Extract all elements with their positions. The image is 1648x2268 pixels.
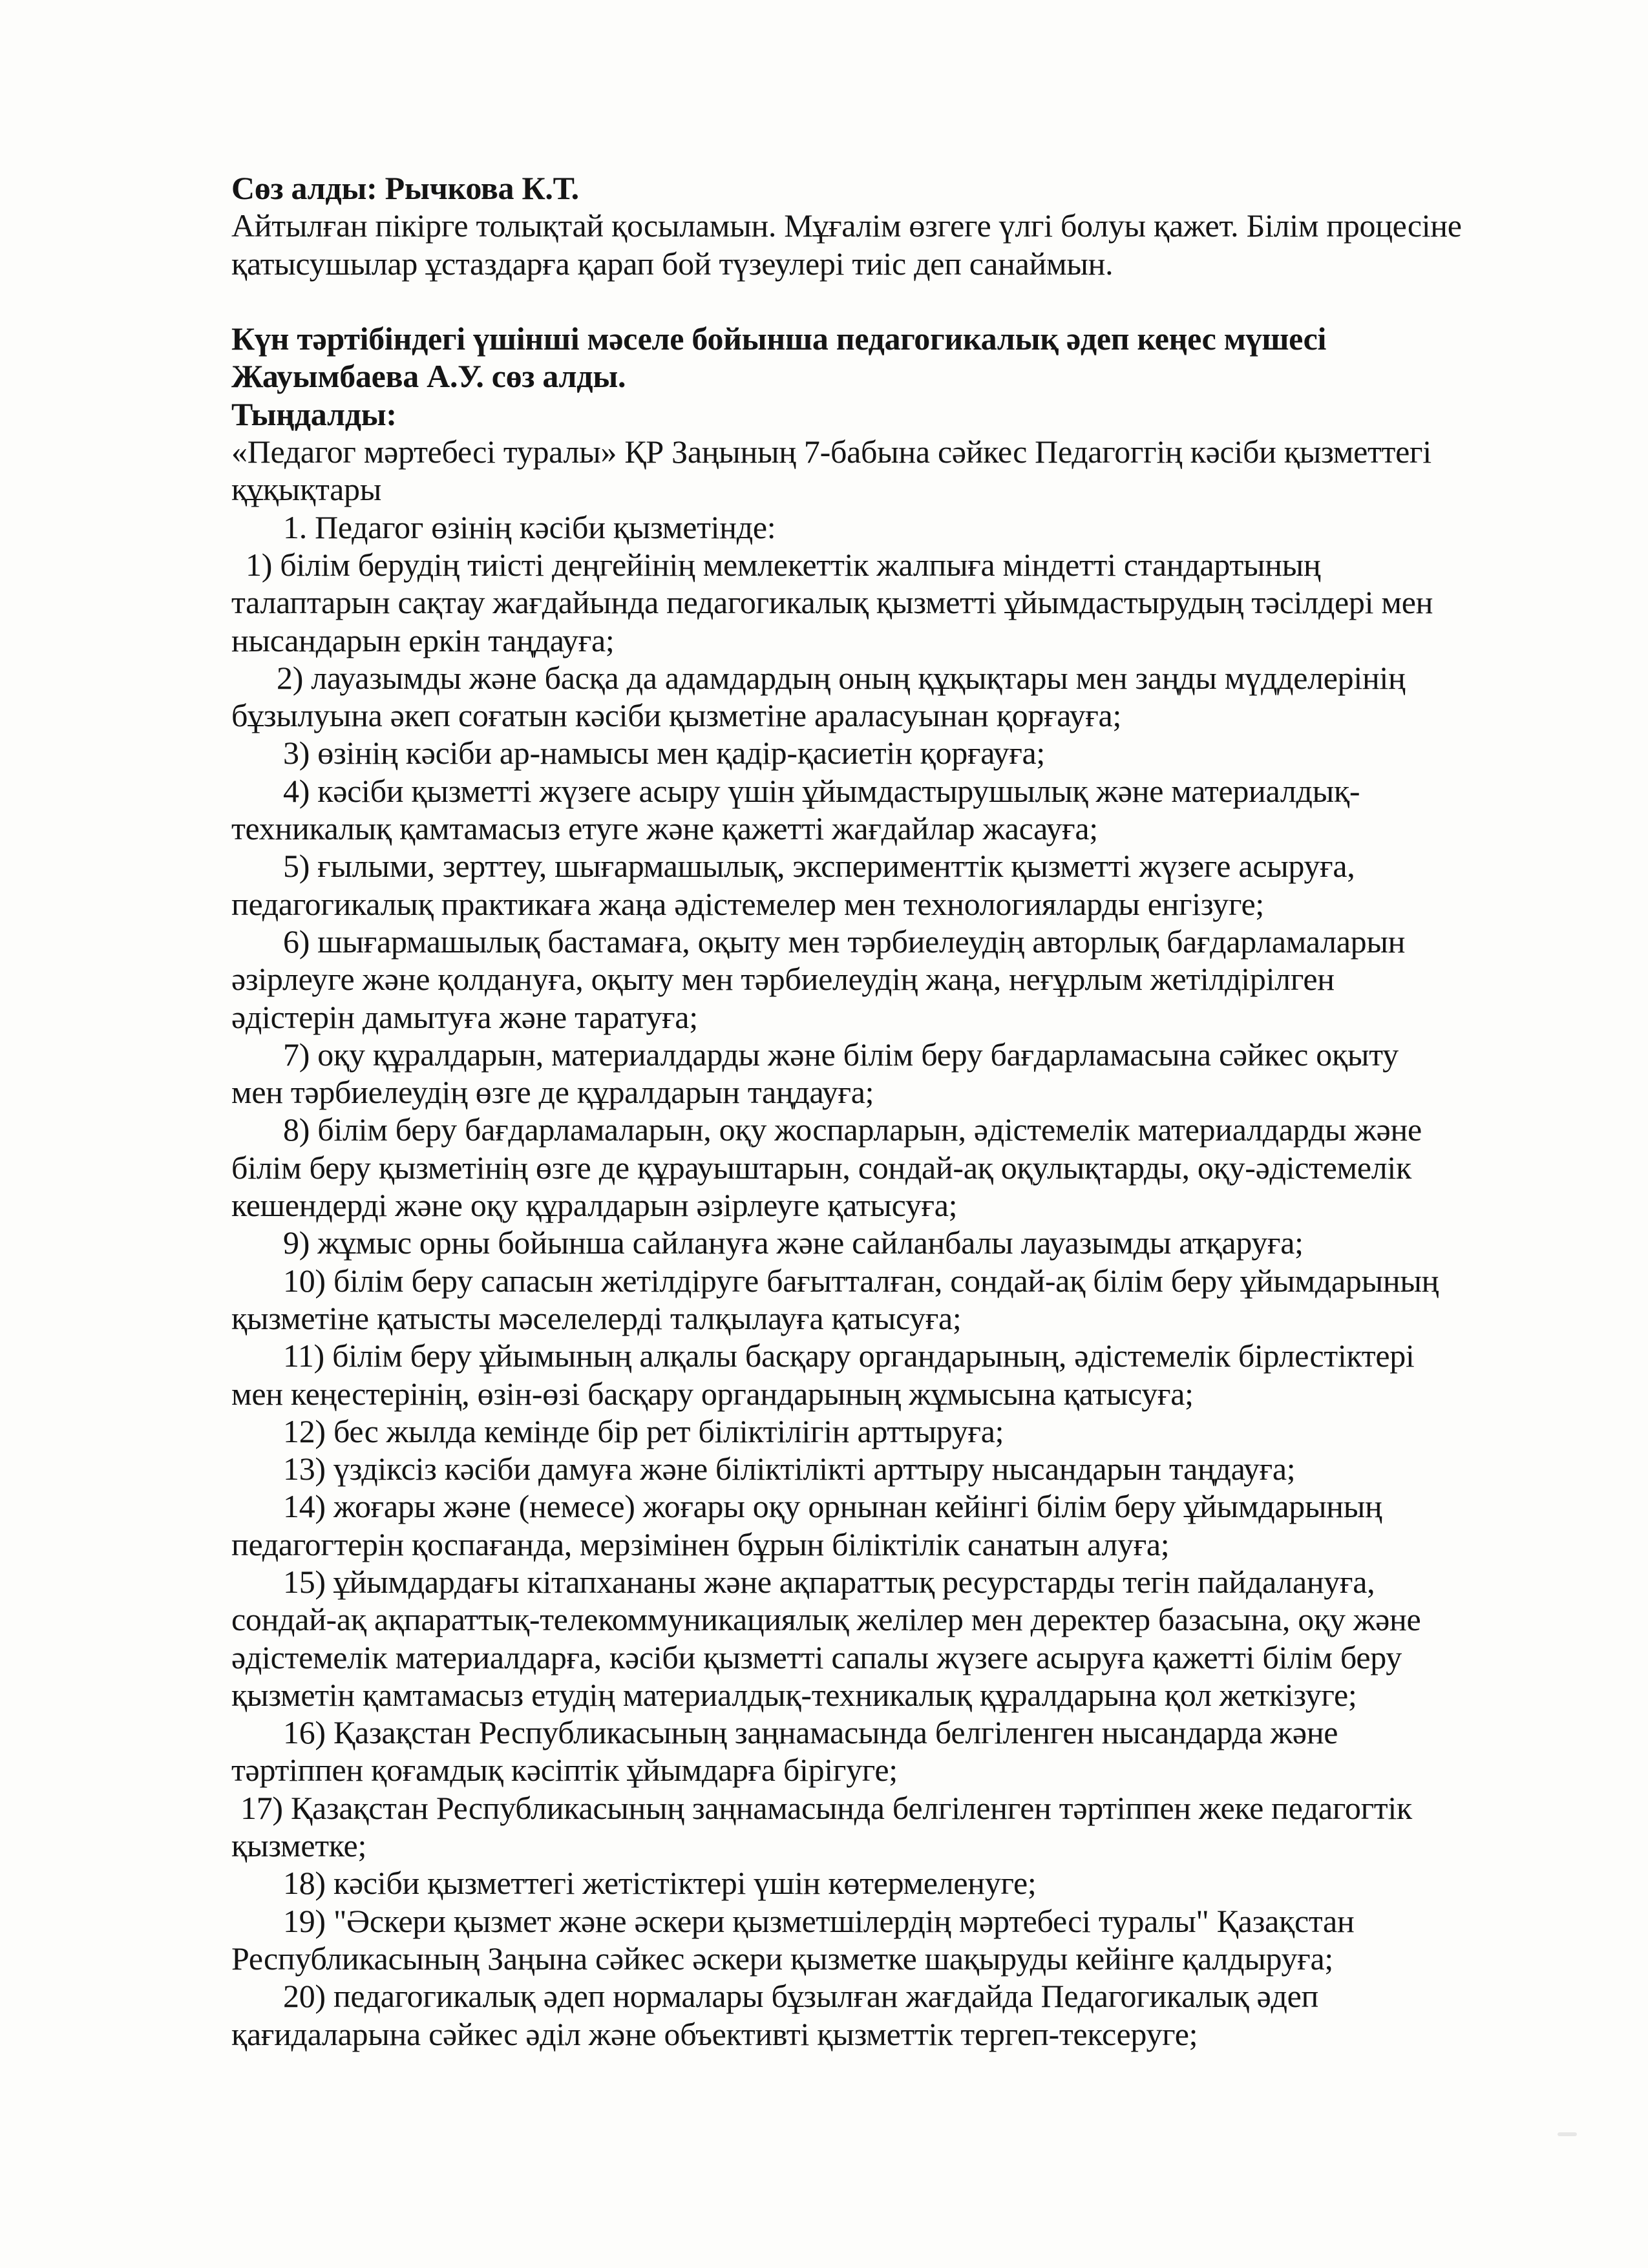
rights-list-line: қағидаларына сәйкес әділ және объективті қызметтік тергеп-тексеруге; xyxy=(231,2015,1198,2052)
rights-list-item xyxy=(231,1902,1524,1978)
rights-list-line: сондай-ақ ақпараттық-телекоммуникациялық желілер мен деректер базасына, оқу және xyxy=(231,1601,1421,1638)
clause-heading: 1. Педагог өзінің кәсіби қызметінде: xyxy=(283,509,776,545)
rights-list-line: 4) кәсіби қызметті жүзеге асыру үшін ұйымдастырушылық және материалдық- xyxy=(283,772,1360,809)
rights-list-line: мен кеңестерінің, өзін-өзі басқару органдарының жұмысына қатысуға; xyxy=(231,1375,1194,1412)
rights-list-item xyxy=(231,546,1524,659)
blank-line xyxy=(231,282,1524,320)
rights-list-line: 5) ғылыми, зерттеу, шығармашылық, эксперименттік қызметті жүзеге асыруға, xyxy=(283,848,1355,885)
rights-list-line: қызметін қамтамасыз етудің материалдық-техникалық құралдарына қол жеткізуге; xyxy=(231,1676,1357,1713)
rights-list-item xyxy=(231,1412,1524,1450)
rights-list-item xyxy=(231,1977,1524,2053)
agenda-heading-line: Күн тәртібіндегі үшінші мәселе бойынша педагогикалық әдеп кеңес мүшесі xyxy=(231,320,1327,357)
rights-list xyxy=(231,546,1524,2053)
rights-list-line: 1) білім берудің тиісті деңгейінің мемлекеттік жалпыға міндетті стандартының xyxy=(246,546,1321,583)
rights-list-line: педагогикалық практикаға жаңа әдістемелер мен технологияларды енгізуге; xyxy=(231,885,1264,922)
rights-list-item xyxy=(231,1864,1524,1902)
rights-list-item xyxy=(231,1789,1524,1865)
heard-label: Тыңдалды: xyxy=(231,395,397,432)
agenda-heading-line: Жауымбаева А.У. сөз алды. xyxy=(231,358,626,395)
rights-list-line: білім беру қызметінің өзге де құрауыштарын, сондай-ақ оқулықтарды, оқу-әдістемелік xyxy=(231,1149,1412,1186)
rights-list-line: тәртіппен қоғамдық кәсіптік ұйымдарға бірігуге; xyxy=(231,1752,898,1789)
rights-list-line: әдістемелік материалдарға, кәсіби қызметті сапалы жүзеге асыруға қажетті білім беру xyxy=(231,1639,1402,1675)
rights-list-line: 17) Қазақстан Республикасының заңнамасында белгіленген тәртіппен жеке педагогтік xyxy=(240,1789,1412,1826)
rights-list-line: Республикасының Заңына сәйкес әскери қызметке шақыруды кейінге қалдыруға; xyxy=(231,1940,1333,1977)
scan-mark xyxy=(1558,2132,1577,2136)
rights-list-line: қызметіне қатысты мәселелерді талқылауға қатысуға; xyxy=(231,1299,962,1336)
document-page xyxy=(231,169,1524,2053)
intro-line: «Педагог мәртебесі туралы» ҚР Заңының 7-бабына сәйкес Педагоггің кәсіби қызметтегі xyxy=(231,434,1431,470)
rights-list-item xyxy=(231,1111,1524,1224)
speaker-statement-line: Айтылған пікірге толықтай қосыламын. Мұғалім өзгеге үлгі болуы қажет. Білім процесіне xyxy=(231,207,1462,244)
rights-list-item xyxy=(231,1262,1524,1338)
rights-list-line: техникалық қамтамасыз етуге және қажетті жағдайлар жасауға; xyxy=(231,810,1098,847)
rights-list-line: 14) жоғары және (немесе) жоғары оқу орнынан кейінгі білім беру ұйымдарының xyxy=(283,1488,1382,1525)
rights-list-item xyxy=(231,847,1524,923)
rights-list-line: 10) білім беру сапасын жетілдіруге бағытталған, сондай-ақ білім беру ұйымдарының xyxy=(283,1262,1439,1299)
intro-line: құқықтары xyxy=(231,471,382,508)
rights-list-item xyxy=(231,772,1524,848)
rights-list-line: 2) лауазымды және басқа да адамдардың оның құқықтары мен заңды мүдделерінің xyxy=(277,659,1406,696)
rights-list-item xyxy=(231,734,1524,772)
rights-list-item xyxy=(231,1224,1524,1261)
rights-list-line: талаптарын сақтау жағдайында педагогикалық қызметті ұйымдастырудың тәсілдері мен xyxy=(231,584,1433,621)
rights-list-line: 19) "Әскери қызмет және әскери қызметшілердің мәртебесі туралы" Қазақстан xyxy=(283,1902,1355,1939)
rights-list-line: 20) педагогикалық әдеп нормалары бұзылған жағдайда Педагогикалық әдеп xyxy=(283,1978,1319,2015)
rights-list-line: 9) жұмыс орны бойынша сайлануға және сайланбалы лауазымды атқаруға; xyxy=(283,1224,1304,1261)
rights-list-line: нысандарын еркін таңдауға; xyxy=(231,622,615,658)
rights-list-line: педагогтерін қоспағанда, мерзімінен бұрын біліктілік санатын алуға; xyxy=(231,1526,1170,1562)
rights-list-line: 18) кәсіби қызметтегі жетістіктері үшін көтермеленуге; xyxy=(283,1865,1037,1902)
rights-list-line: әзірлеуге және қолдануға, оқыту мен тәрбиелеудің жаңа, неғұрлым жетілдірілген xyxy=(231,961,1335,998)
rights-list-item xyxy=(231,1487,1524,1563)
rights-list-line: 11) білім беру ұйымының алқалы басқару органдарының, әдістемелік бірлестіктері xyxy=(283,1338,1415,1374)
rights-list-item xyxy=(231,1563,1524,1714)
rights-list-line: 7) оқу құралдарын, материалдарды және білім беру бағдарламасына сәйкес оқыту xyxy=(283,1036,1399,1073)
rights-list-line: әдістерін дамытуға және таратуға; xyxy=(231,998,698,1035)
rights-list-item xyxy=(231,1450,1524,1487)
speaker-statement-line: қатысушылар ұстаздарға қарап бой түзеулері тиіс деп санаймын. xyxy=(231,245,1114,282)
rights-list-line: 15) ұйымдардағы кітапхананы және ақпараттық ресурстарды тегін пайдалануға, xyxy=(283,1563,1375,1600)
rights-list-line: 8) білім беру бағдарламаларын, оқу жоспарларын, әдістемелік материалдарды және xyxy=(283,1111,1422,1148)
rights-list-line: 13) үздіксіз кәсіби дамуға және біліктілікті арттыру нысандарын таңдауға; xyxy=(283,1451,1296,1487)
rights-list-item xyxy=(231,1337,1524,1412)
rights-list-line: кешендерді және оқу құралдарын әзірлеуге қатысуға; xyxy=(231,1187,958,1224)
rights-list-item xyxy=(231,1714,1524,1789)
rights-list-line: 12) бес жылда кемінде бір рет біліктілігін арттыруға; xyxy=(283,1412,1004,1449)
rights-list-line: мен тәрбиелеудің өзге де құралдарын таңдауға; xyxy=(231,1074,874,1111)
rights-list-line: 6) шығармашылық бастамаға, оқыту мен тәрбиелеудің авторлық бағдарламаларын xyxy=(283,923,1406,960)
rights-list-item xyxy=(231,659,1524,735)
rights-list-line: 3) өзінің кәсіби ар-намысы мен қадір-қасиетін қорғауға; xyxy=(283,735,1046,772)
rights-list-item xyxy=(231,923,1524,1036)
rights-list-line: бұзылуына әкеп соғатын кәсіби қызметіне араласуынан қорғауға; xyxy=(231,697,1122,734)
speaker-heading: Сөз алды: Рычкова К.Т. xyxy=(231,170,579,206)
rights-list-line: қызметке; xyxy=(231,1827,367,1864)
rights-list-line: 16) Қазақстан Республикасының заңнамасында белгіленген нысандарда және xyxy=(283,1714,1338,1751)
rights-list-item xyxy=(231,1036,1524,1111)
